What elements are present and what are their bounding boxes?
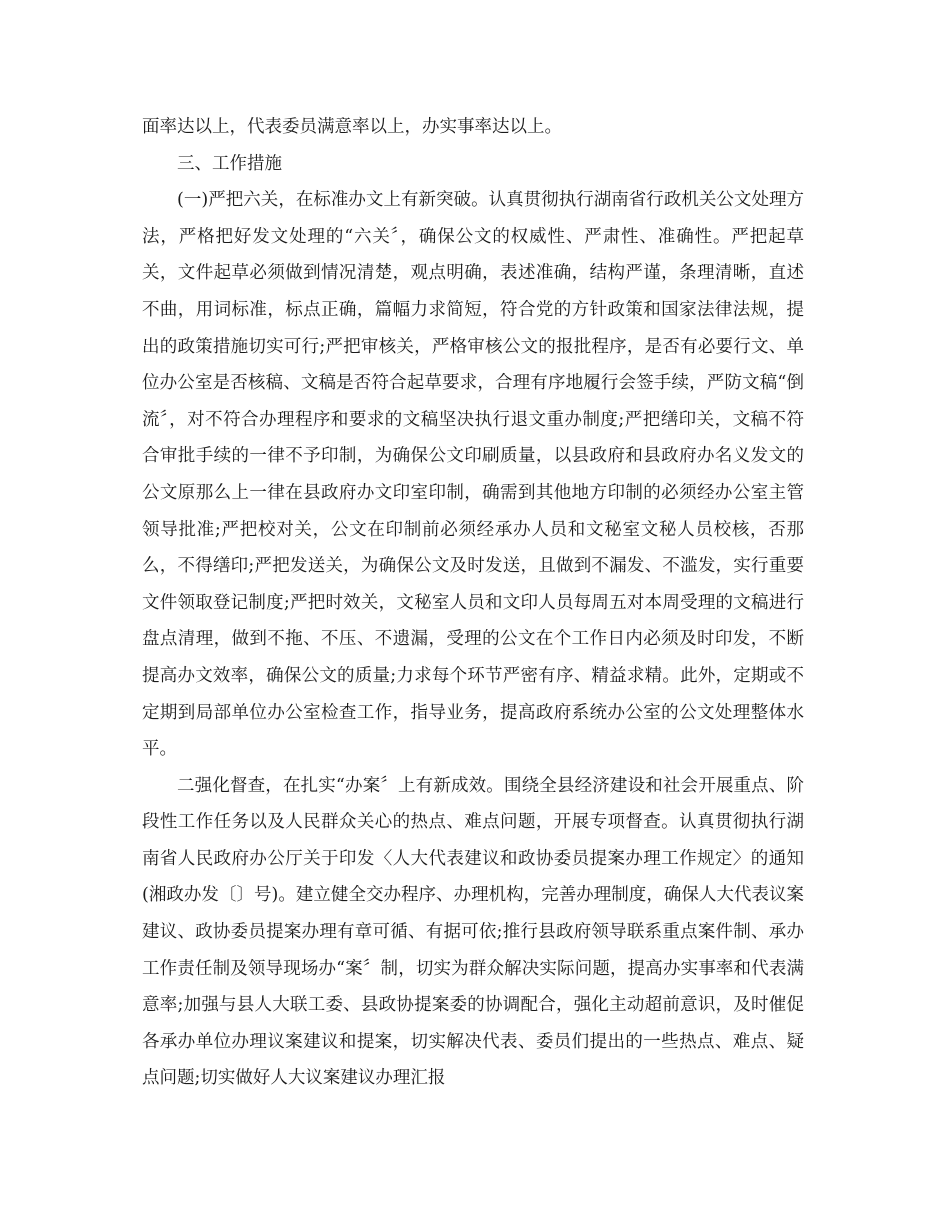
body-paragraph-strict-six-checks: (一)严把六关，在标准办文上有新突破。认真贯彻执行湖南省行政机关公文处理方法，严格把好发文处理的“六关〞，确保公文的权威性、严肃性、准确性。严把起草关，文件起草必须做到情况清楚，观点明确，表述准确，结构严谨，条理清晰，直述不曲，用词标准，标点正确，篇幅力求简短，符合党的方针政策和国家法律法规，提出的政策措施切实可行;严把审核关，严格审核公文的报批程序，是否有必要行文、单位办公室是否核稿、文稿是否符合起草要求，合理有序地履行会签手续，严防文稿“倒流〞，对不符合办理程序和要求的文稿坚决执行退文重办制度;严把缮印关，文稿不符合审批手续的一律不予印制，为确保公文印刷质量，以县政府和县政府办名义发文的公文原那么上一律在县政府办文印室印制，确需到其他地方印制的必须经办公室主管领导批准;严把校对关，公文在印制前必须经承办人员和文秘室文秘人员校核，否那么，不得缮印;严把发送关，为确保公文及时发送，且做到不漏发、不滥发，实行重要文件领取登记制度;严把时效关，文秘室人员和文印人员每周五对本周受理的文稿进行盘点清理，做到不拖、不压、不遗漏，受理的公文在个工作日内必须及时印发，不断提高办文效率，确保公文的质量;力求每个环节严密有序、精益求精。此外，定期或不定期到局部单位办公室检查工作，指导业务，提高政府系统办公室的公文处理整体水平。 xyxy=(142,190,804,760)
document-body xyxy=(142,109,804,1097)
body-paragraph-supervision: 二强化督查，在扎实“办案〞上有新成效。围绕全县经济建设和社会开展重点、阶段性工作任务以及人民群众关心的热点、难点问题，开展专项督查。认真贯彻执行湖南省人民政府办公厅关于印发〈人大代表建议和政协委员提案办理工作规定〉的通知(湘政办发〔〕号)。建立健全交办程序、办理机构，完善办理制度，确保人大代表议案建议、政协委员提案办理有章可循、有据可依;推行县政府领导联系重点案件制、承办工作责任制及领导现场办“案〞制，切实为群众解决实际问题，提高办实事率和代表满意率;加强与县人大联工委、县政协提案委的协调配合，强化主动超前意识，及时催促各承办单位办理议案建议和提案，切实解决代表、委员们提出的一些热点、难点、疑点问题;切实做好人大议案建议办理汇报 xyxy=(142,775,804,1089)
continuation-paragraph: 面率达以上，代表委员满意率以上，办实事率达以上。 xyxy=(142,117,562,137)
section-heading: 三、工作措施 xyxy=(177,153,282,174)
